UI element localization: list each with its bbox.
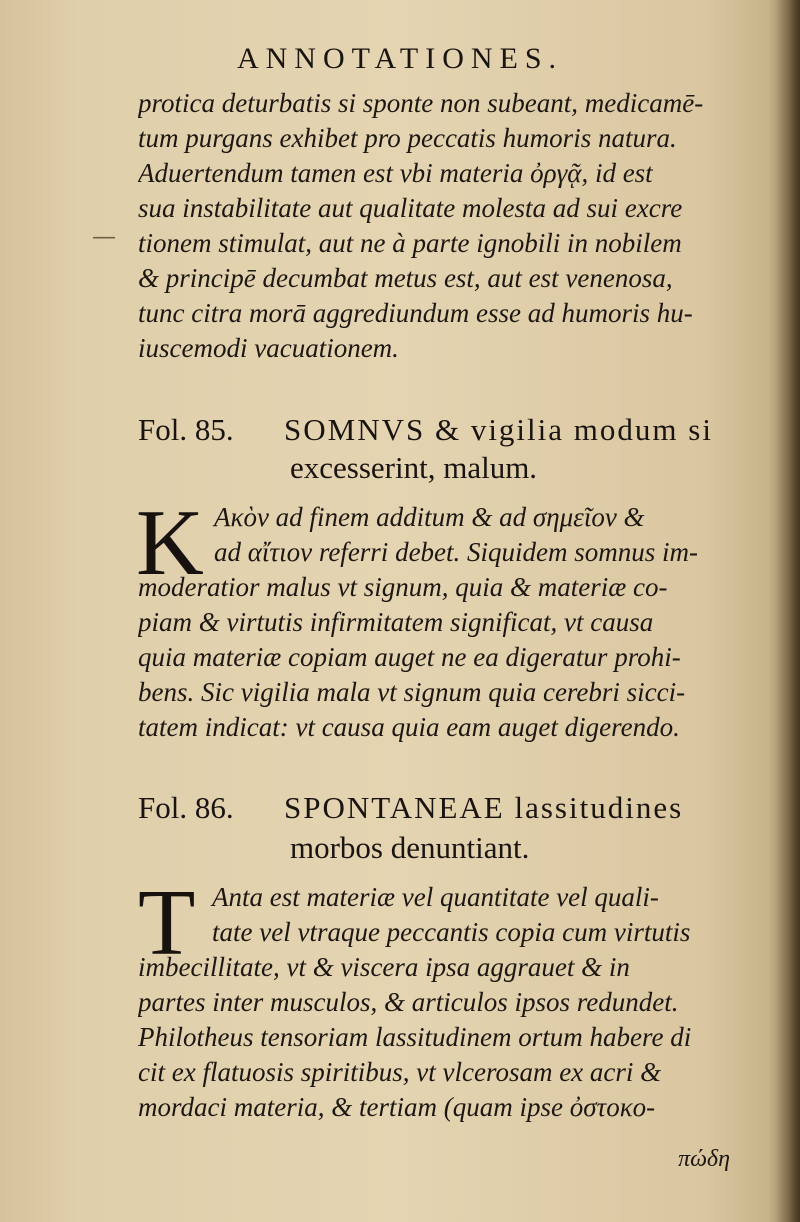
section-rubric-continuation: morbos denuntiant. xyxy=(290,830,530,865)
text-line: imbecillitate, vt & viscera ipsa aggrauet & in xyxy=(138,952,630,982)
text-line: Philotheus tensoriam lassitudinem ortum habere di xyxy=(138,1022,692,1052)
margin-mark: — xyxy=(92,222,116,250)
text-line: sua instabilitate aut qualitate molesta ad sui excre xyxy=(138,193,683,223)
text-line: quia materiæ copiam auget ne ea digeratur prohi- xyxy=(138,642,681,672)
text-line: piam & virtutis infirmitatem significat, vt causa xyxy=(138,607,654,637)
section-rubric: SOMNVS & vigilia modum si xyxy=(284,412,713,447)
folio-reference: Fol. 86. xyxy=(138,790,234,825)
running-head: ANNOTATIONES. xyxy=(236,42,564,75)
catchword: πώδη xyxy=(678,1146,730,1172)
text-line: Aduertendum tamen est vbi materia ὀργᾷ, id est xyxy=(138,158,653,188)
annotation-paragraph xyxy=(138,86,748,366)
text-line: Ακὸν ad finem additum & ad σημεῖον & xyxy=(214,502,645,532)
text-line: tate vel vtraque peccantis copia cum virtutis xyxy=(212,917,691,947)
drop-capital: T xyxy=(138,871,196,975)
text-line: bens. Sic vigilia mala vt signum quia cerebri sicci- xyxy=(138,677,686,707)
text-line: protica deturbatis si sponte non subeant, medicamē- xyxy=(138,88,704,118)
text-line: tum purgans exhibet pro peccatis humoris natura. xyxy=(138,123,677,153)
text-line: tatem indicat: vt causa quia eam auget digerendo. xyxy=(138,712,680,742)
text-line: mordaci materia, & tertiam (quam ipse ὀστοκο- xyxy=(138,1092,656,1122)
text-line: partes inter musculos, & articulos ipsos redundet. xyxy=(138,987,679,1017)
text-line: Anta est materiæ vel quantitate vel quali- xyxy=(212,882,659,912)
section-rubric: SPONTANEAE lassitudines xyxy=(284,790,684,825)
section-body xyxy=(138,500,748,745)
text-line: tionem stimulat, aut ne à parte ignobili in nobilem xyxy=(138,228,682,258)
text-line: & principē decumbat metus est, aut est venenosa, xyxy=(138,263,673,293)
text-line: cit ex flatuosis spiritibus, vt vlcerosam ex acri & xyxy=(138,1057,662,1087)
section-rubric-continuation: excesserint, malum. xyxy=(290,450,538,485)
text-line: ad αἴτιον referri debet. Siquidem somnus im- xyxy=(214,537,699,567)
drop-capital: K xyxy=(136,491,204,595)
text-line: tunc citra morā aggrediundum esse ad humoris hu- xyxy=(138,298,693,328)
text-line: moderatior malus vt signum, quia & materiæ co- xyxy=(138,572,668,602)
text-line: iuscemodi vacuationem. xyxy=(138,333,399,363)
section-body xyxy=(138,880,748,1125)
folio-reference: Fol. 85. xyxy=(138,412,234,447)
